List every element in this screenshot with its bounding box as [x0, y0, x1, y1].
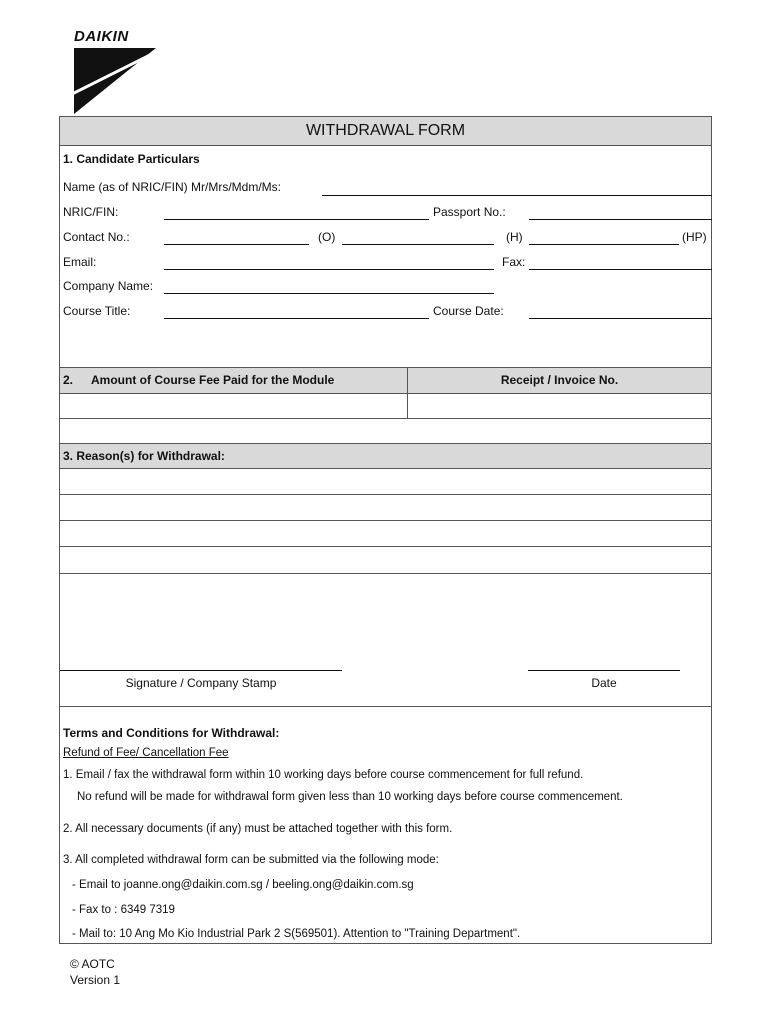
form-title: WITHDRAWAL FORM	[60, 117, 711, 146]
submit-mode-email: - Email to joanne.ong@daikin.com.sg / beeling.ong@daikin.com.sg	[72, 879, 414, 891]
section2-row-line	[60, 418, 711, 419]
contact-office-field[interactable]	[164, 244, 309, 245]
terms-item-1: 1. Email / fax the withdrawal form within 10 working days before course commencement for full refund.	[63, 769, 584, 781]
section1-heading: 1. Candidate Particulars	[63, 152, 200, 166]
daikin-logo	[72, 28, 158, 108]
submit-mode-fax: - Fax to : 6349 7319	[72, 904, 175, 916]
terms-item-3: 3. All completed withdrawal form can be submitted via the following mode:	[63, 854, 439, 866]
course-date-field[interactable]	[529, 318, 712, 319]
reason-line-3[interactable]	[60, 546, 711, 547]
terms-divider	[60, 706, 711, 707]
signature-line[interactable]	[60, 670, 342, 671]
date-label: Date	[591, 676, 617, 690]
email-label: Email:	[63, 255, 97, 269]
passport-label: Passport No.:	[433, 205, 506, 219]
version: Version 1	[70, 973, 121, 987]
fax-field[interactable]	[529, 269, 712, 270]
course-title-field[interactable]	[164, 318, 429, 319]
terms-heading: Terms and Conditions for Withdrawal:	[63, 726, 280, 740]
reason-line-1[interactable]	[60, 494, 711, 495]
nric-field[interactable]	[164, 219, 429, 220]
section3-heading: 3. Reason(s) for Withdrawal:	[63, 449, 225, 463]
receipt-heading: Receipt / Invoice No.	[500, 373, 619, 387]
brand-name: DAIKIN	[74, 28, 129, 45]
section2-number: 2.	[63, 373, 74, 387]
fax-label: Fax:	[502, 255, 526, 269]
receipt-no-field[interactable]	[408, 394, 711, 418]
hp-suffix: (HP)	[682, 230, 707, 244]
home-suffix: (H)	[506, 230, 523, 244]
name-field[interactable]	[322, 195, 712, 196]
copyright: © AOTC	[70, 957, 115, 971]
terms-item-2: 2. All necessary documents (if any) must be attached together with this form.	[63, 823, 453, 835]
submit-mode-mail: - Mail to: 10 Ang Mo Kio Industrial Park 2 S(569501). Attention to "Training Department".	[72, 928, 521, 940]
terms-item-1b: No refund will be made for withdrawal form given less than 10 working days before course commencement.	[77, 791, 623, 803]
company-field[interactable]	[164, 293, 494, 294]
section2-heading: Amount of Course Fee Paid for the Module	[91, 373, 335, 387]
date-line[interactable]	[528, 670, 680, 671]
passport-field[interactable]	[529, 219, 712, 220]
email-field[interactable]	[164, 269, 494, 270]
contact-home-field[interactable]	[342, 244, 494, 245]
amount-paid-field[interactable]	[60, 394, 407, 418]
name-label: Name (as of NRIC/FIN) Mr/Mrs/Mdm/Ms:	[63, 180, 281, 194]
reason-line-4[interactable]	[60, 573, 711, 574]
course-date-label: Course Date:	[433, 304, 504, 318]
withdrawal-form	[59, 116, 712, 944]
footer	[70, 956, 120, 988]
contact-hp-field[interactable]	[529, 244, 679, 245]
signature-label: Signature / Company Stamp	[125, 676, 277, 690]
nric-label: NRIC/FIN:	[63, 205, 119, 219]
daikin-triangle-logo-icon	[72, 48, 156, 114]
course-title-label: Course Title:	[63, 304, 131, 318]
terms-subheading: Refund of Fee/ Cancellation Fee	[63, 747, 229, 759]
reason-line-2[interactable]	[60, 520, 711, 521]
contact-label: Contact No.:	[63, 230, 130, 244]
office-suffix: (O)	[318, 230, 336, 244]
company-label: Company Name:	[63, 279, 154, 293]
